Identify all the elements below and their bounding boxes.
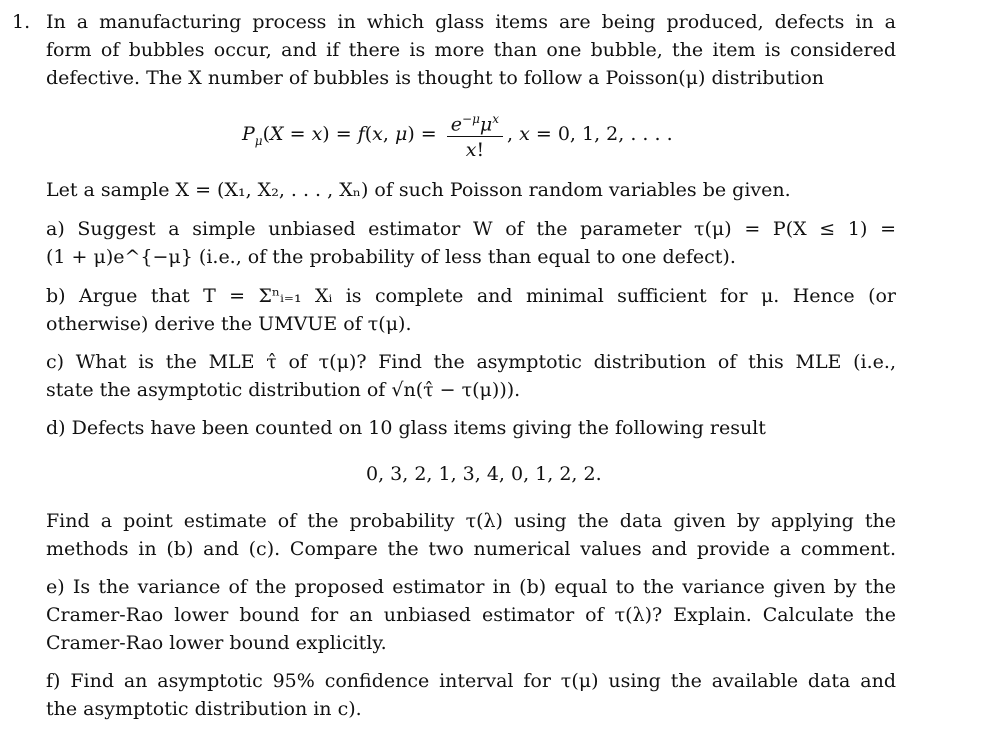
part-d-line-3: methods in (b) and (c). Compare the two numerical values and provide a comment. (46, 538, 896, 560)
part-e-line-1: e) Is the variance of the proposed estimator in (b) equal to the variance given by the (46, 576, 896, 598)
problem-number: 1. (12, 11, 31, 33)
part-e-line-2: Cramer-Rao lower bound for an unbiased estimator of τ(λ)? Explain. Calculate the (46, 604, 896, 626)
part-f-line-2: the asymptotic distribution in c). (46, 698, 362, 720)
defect-data-values: 0, 3, 2, 1, 3, 4, 0, 1, 2, 2. (366, 463, 602, 485)
part-d-line-1: d) Defects have been counted on 10 glass items giving the following result (46, 417, 766, 439)
intro-line-3: defective. The X number of bubbles is thought to follow a Poisson(μ) distribution (46, 67, 825, 89)
part-a-line-1: a) Suggest a simple unbiased estimator W of the parameter τ(μ) = P(X ≤ 1) = (46, 218, 896, 240)
part-e-line-3: Cramer-Rao lower bound explicitly. (46, 632, 387, 654)
part-b-line-2: otherwise) derive the UMVUE of τ(μ). (46, 313, 412, 335)
part-d-line-2: Find a point estimate of the probability τ(λ) using the data given by applying the (46, 510, 896, 532)
intro-line-1: In a manufacturing process in which glass items are being produced, defects in a (46, 11, 896, 33)
poisson-pmf-formula: $P_\mu(X = x) = f(x$, μ) = $\frac{e^{-\mu}\mu^x}{x!}$ , x = 0, 1, 2, . . . . (242, 108, 673, 162)
part-c-line-1: c) What is the MLE τ̂ of τ(μ)? Find the asymptotic distribution of this MLE (i.e., (46, 351, 896, 373)
part-c-line-2: state the asymptotic distribution of √n(τ̂ − τ(μ))). (46, 379, 521, 401)
pmf-fraction: $\frac{e^{-\mu}\mu^x}{x!}$ (447, 108, 503, 162)
part-f-line-1: f) Find an asymptotic 95% confidence interval for τ(μ) using the available data and (46, 670, 896, 692)
sample-definition: Let a sample X = (X₁, X₂, . . . , Xₙ) of such Poisson random variables be given. (46, 179, 791, 201)
part-b-line-1: b) Argue that T = Σⁿᵢ₌₁ Xᵢ is complete and minimal sufficient for μ. Hence (or (46, 285, 896, 307)
intro-line-2: form of bubbles occur, and if there is more than one bubble, the item is considered (46, 39, 896, 61)
part-a-line-2: (1 + μ)e^{−μ} (i.e., of the probability of less than equal to one defect). (46, 246, 736, 268)
